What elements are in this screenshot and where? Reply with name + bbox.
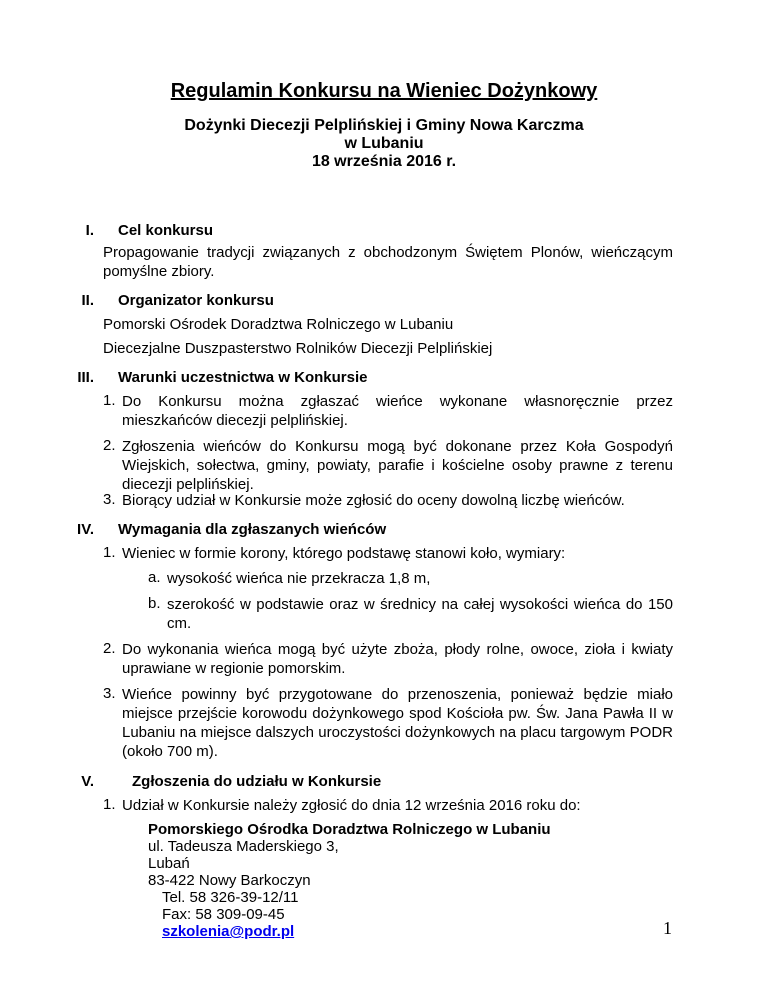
list-subitem: szerokość w podstawie oraz w średnicy na całej wysokości wieńca do 150 cm.	[167, 596, 673, 632]
item-number: 3.	[103, 491, 116, 508]
section-number: I.	[85, 222, 94, 239]
section-number: II.	[81, 292, 94, 309]
email-link[interactable]: szkolenia@podr.pl	[162, 923, 295, 940]
address-street: ul. Tadeusza Maderskiego 3,	[148, 838, 339, 855]
address-organization: Pomorskiego Ośrodka Doradztwa Rolniczego w Lubaniu	[148, 821, 551, 838]
list-item: Do wykonania wieńca mogą być użyte zboża, płody rolne, owoce, zioła i kwiaty uprawiane w regionie pomorskim.	[122, 641, 673, 677]
section-paragraph: Propagowanie tradycji związanych z obchodzonym Świętem Plonów, wieńczącym pomyślne zbiory.	[103, 244, 673, 280]
section-number: IV.	[77, 521, 94, 538]
subitem-letter: b.	[148, 595, 161, 612]
list-item: Zgłoszenia wieńców do Konkursu mogą być dokonane przez Koła Gospodyń Wiejskich, sołectwa, gminy, powiaty, parafie i kościelne osoby prawne z terenu diecezji pelplińskiej.	[122, 438, 673, 493]
list-item: Wieńce powinny być przygotowane do przenoszenia, ponieważ będzie miało miejsce przejście korowodu dożynkowego spod Kościoła pw. Św. Jana Pawła II w Lubaniu na miejsce dalszych uroczystości dożynkowych na placu targowym PODR (około 700 m).	[122, 686, 673, 760]
item-number: 2.	[103, 640, 116, 657]
section-title: Cel konkursu	[118, 222, 214, 239]
list-item: Biorący udział w Konkursie może zgłosić do oceny dowolną liczbę wieńców.	[122, 492, 625, 509]
item-number: 1.	[103, 392, 116, 409]
section-paragraph: Diecezjalne Duszpasterstwo Rolników Diecezji Pelplińskiej	[103, 340, 493, 357]
address-block	[148, 821, 688, 940]
section-title: Wymagania dla zgłaszanych wieńców	[118, 521, 387, 538]
subtitle-line-2: w Lubaniu	[344, 135, 424, 152]
list-item: Udział w Konkursie należy zgłosić do dnia 12 września 2016 roku do:	[122, 797, 581, 814]
subtitle-line-1: Dożynki Diecezji Pelplińskiej i Gminy Nowa Karczma	[184, 117, 584, 134]
section-title: Zgłoszenia do udziału w Konkursie	[132, 773, 382, 790]
item-number: 1.	[103, 796, 116, 813]
page-number: 1	[663, 918, 672, 938]
section-number: V.	[81, 773, 94, 790]
section-title: Warunki uczestnictwa w Konkursie	[118, 369, 368, 386]
document-title: Regulamin Konkursu na Wieniec Dożynkowy	[170, 80, 598, 102]
item-number: 3.	[103, 685, 116, 702]
section-number: III.	[77, 369, 94, 386]
address-postal: 83-422 Nowy Barkoczyn	[148, 872, 311, 889]
item-number: 2.	[103, 437, 116, 454]
item-number: 1.	[103, 544, 116, 561]
section-paragraph: Pomorski Ośrodek Doradztwa Rolniczego w Lubaniu	[103, 316, 454, 333]
address-city: Lubań	[148, 855, 190, 872]
subtitle-line-3: 18 września 2016 r.	[311, 153, 457, 170]
section-title: Organizator konkursu	[118, 292, 274, 309]
list-item: Wieniec w formie korony, którego podstawę stanowi koło, wymiary:	[122, 545, 566, 562]
list-subitem: wysokość wieńca nie przekracza 1,8 m,	[167, 570, 431, 587]
subitem-letter: a.	[148, 569, 161, 586]
address-phone: Tel. 58 326-39-12/11	[162, 889, 299, 906]
list-item: Do Konkursu można zgłaszać wieńce wykonane własnoręcznie przez mieszkańców diecezji pelplińskiej.	[122, 393, 673, 429]
address-fax: Fax: 58 309-09-45	[162, 906, 285, 923]
